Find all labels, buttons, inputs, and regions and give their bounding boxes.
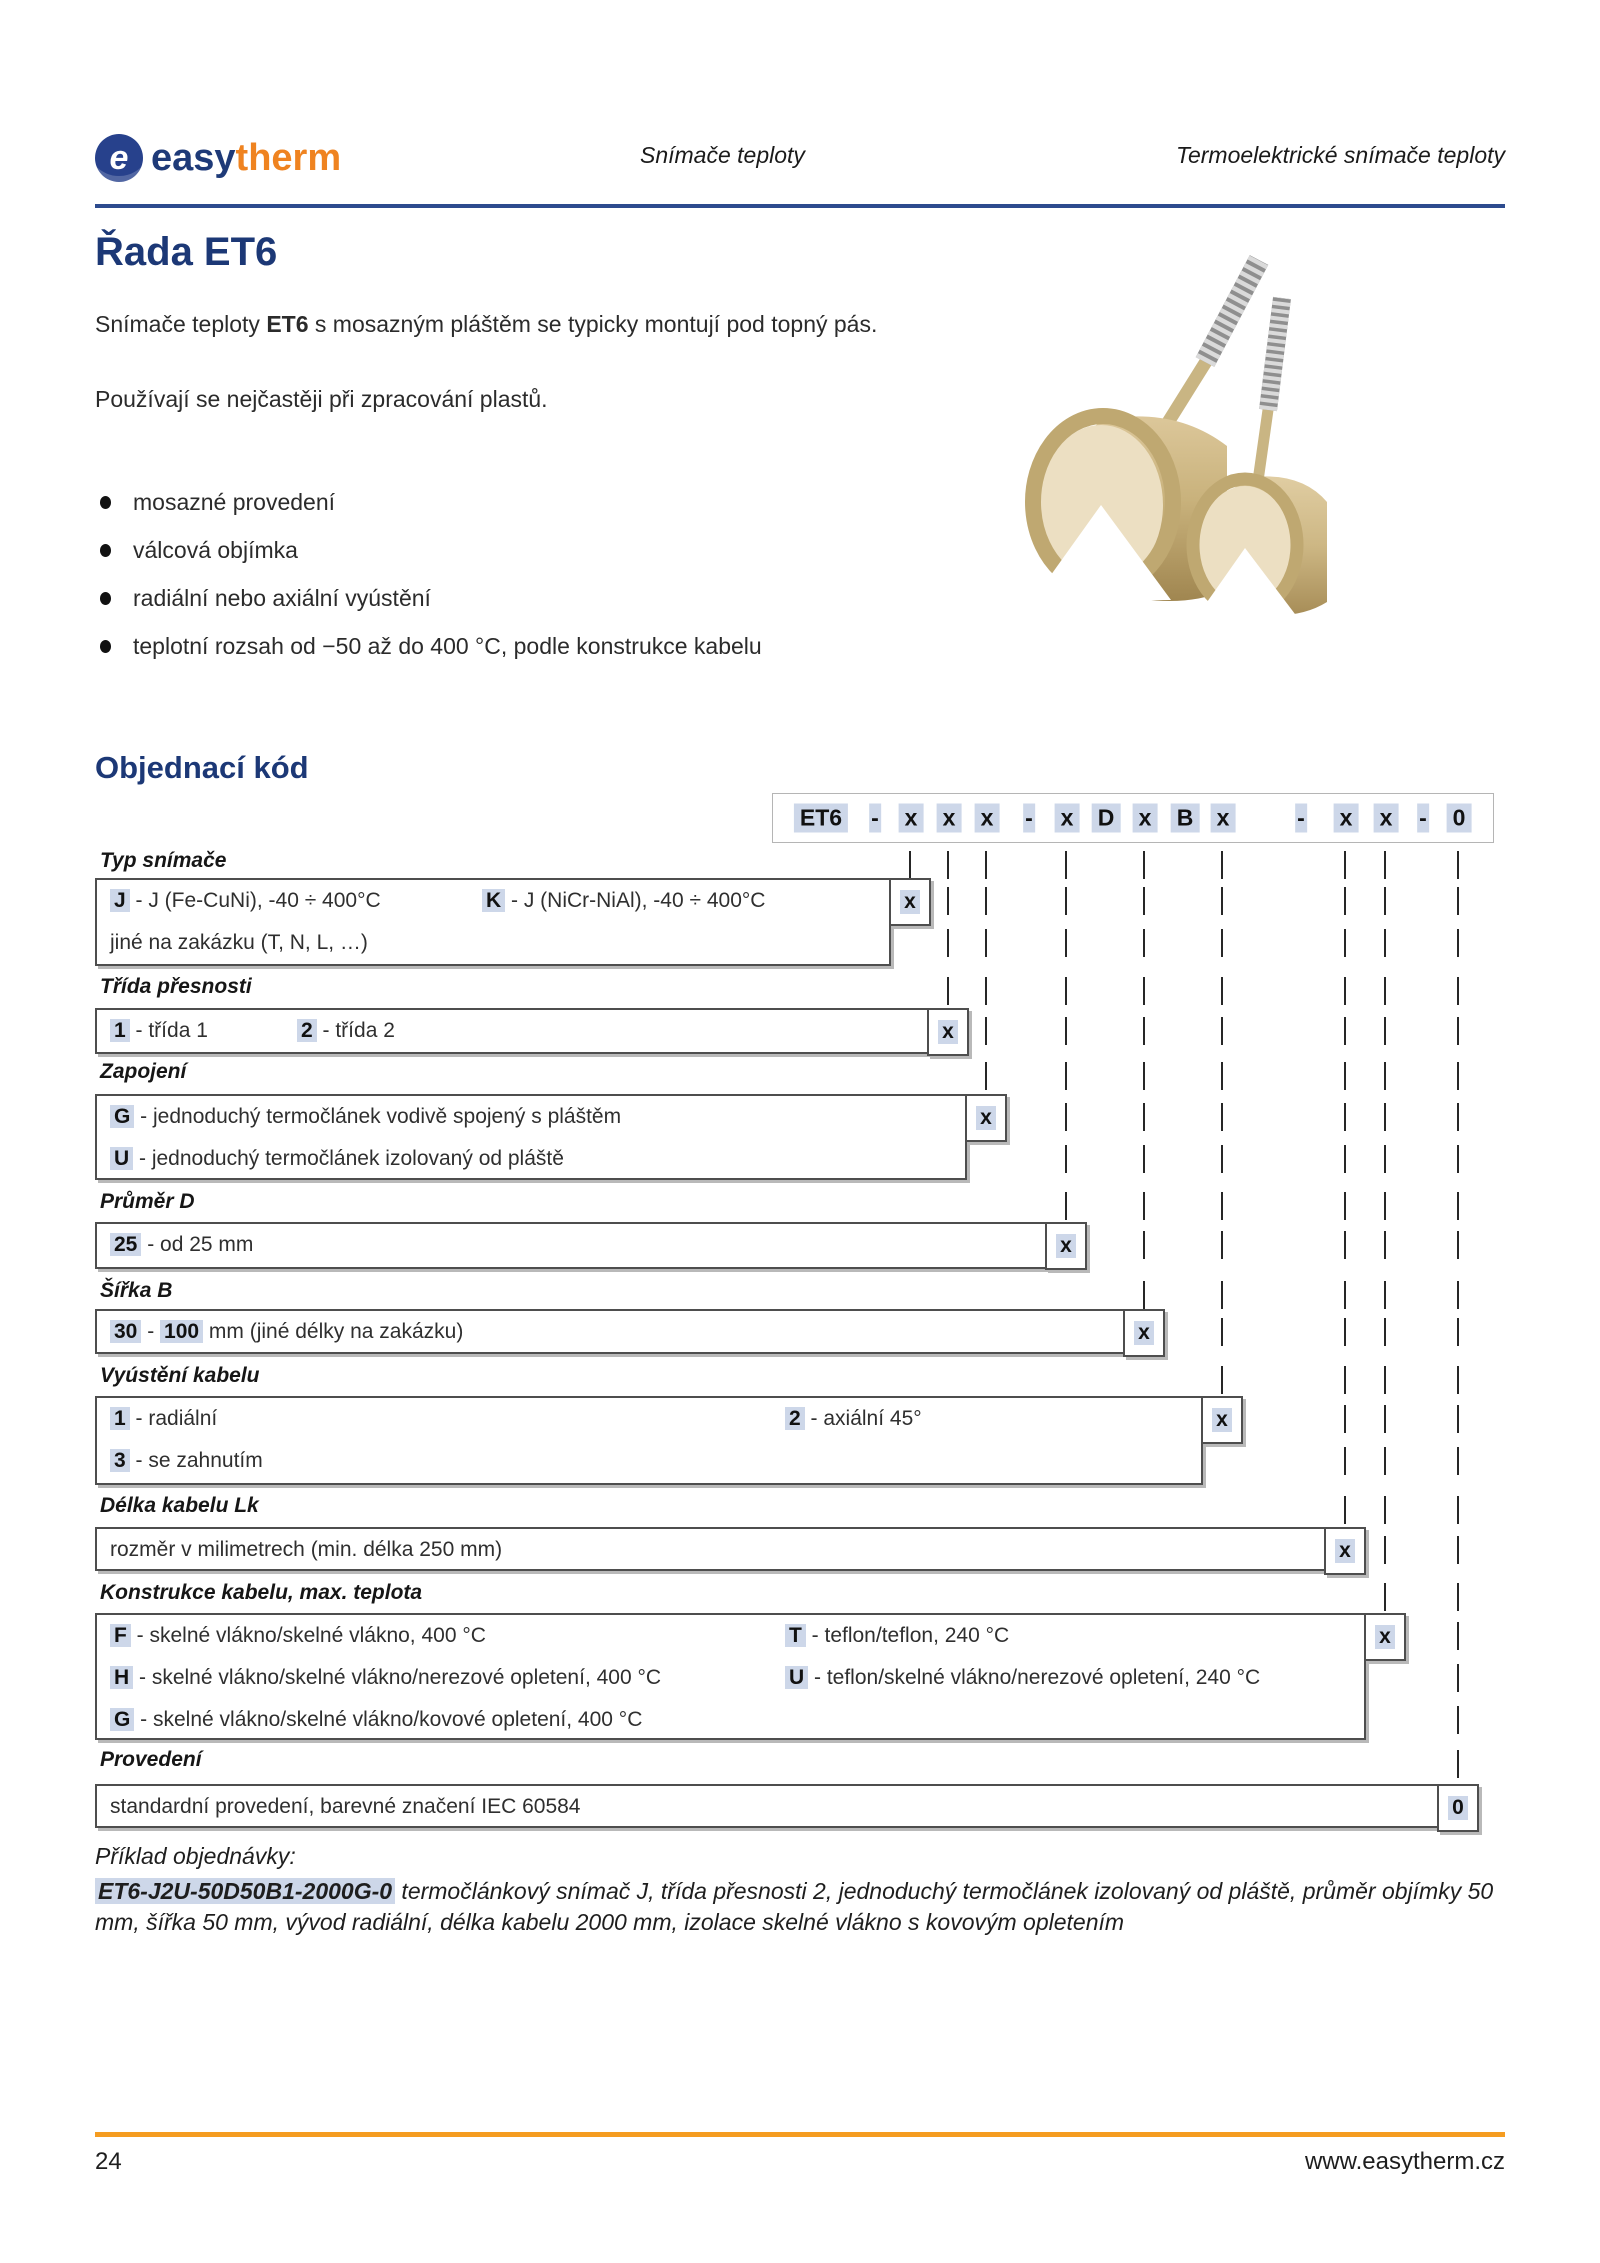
code-slot-value: x <box>976 1106 996 1130</box>
code-position-guide-line <box>1344 1281 1346 1309</box>
code-position-guide-line <box>1457 929 1459 957</box>
code-position-guide-line <box>1143 1062 1145 1090</box>
option <box>110 929 368 957</box>
code-slot-cell <box>927 1008 969 1056</box>
code-token: x <box>975 804 1000 833</box>
code-position-guide-line <box>1457 1231 1459 1259</box>
option-row <box>95 1094 967 1180</box>
code-position-guide-line <box>1221 977 1223 1005</box>
option <box>785 1664 1260 1692</box>
option-text: - jednoduchý termočlánek izolovaný od pláště <box>133 1147 564 1170</box>
option-text: - axiální 45° <box>804 1407 922 1430</box>
code-slot-cell <box>1201 1396 1243 1444</box>
option-text: - skelné vlákno/skelné vlákno/kovové opletení, 400 °C <box>134 1708 643 1731</box>
code-position-guide-line <box>1384 1447 1386 1475</box>
option <box>482 887 765 915</box>
code-position-guide-line <box>1221 1145 1223 1173</box>
option-text: - třída 2 <box>316 1019 395 1042</box>
option-text: standardní provedení, barevné značení IEC 60584 <box>110 1795 581 1818</box>
example-order-code: ET6-J2U-50D50B1-2000G-0 <box>95 1878 395 1904</box>
code-position-guide-line <box>1384 1583 1386 1611</box>
bullet-icon <box>100 640 111 653</box>
page-number: 24 <box>95 2148 122 2175</box>
code-position-guide-line <box>1221 1017 1223 1045</box>
code-position-guide-line <box>1457 1366 1459 1394</box>
code-position-guide-line <box>1457 1017 1459 1045</box>
code-slot-cell <box>1437 1784 1479 1832</box>
product-photo <box>1005 250 1345 665</box>
code-position-guide-line <box>1143 887 1145 915</box>
option-code: J <box>110 889 130 912</box>
logo-text-therm: therm <box>235 136 342 179</box>
list-item <box>100 574 960 622</box>
option <box>785 1622 1009 1650</box>
code-position-guide-line <box>1384 977 1386 1005</box>
option <box>110 1318 463 1346</box>
intro-p1-before: Snímače teploty <box>95 311 267 337</box>
code-slot-value: x <box>900 890 920 914</box>
code-position-guide-line <box>1344 1318 1346 1346</box>
section-title: Zapojení <box>100 1060 187 1083</box>
code-position-guide-line <box>1221 1192 1223 1220</box>
code-position-guide-line <box>1384 887 1386 915</box>
code-position-guide-line <box>1457 977 1459 1005</box>
header-doc-subsection: Termoelektrické snímače teploty <box>1176 142 1505 168</box>
code-position-guide-line <box>1065 977 1067 1005</box>
option-row <box>95 878 891 966</box>
code-position-guide-line <box>1344 1017 1346 1045</box>
option-code: U <box>110 1147 133 1170</box>
code-position-guide-line <box>1344 1103 1346 1131</box>
code-position-guide-line <box>1065 851 1067 879</box>
code-position-guide-line <box>1384 1366 1386 1394</box>
option <box>110 1017 208 1045</box>
code-position-guide-line <box>1221 1062 1223 1090</box>
code-position-guide-line <box>985 887 987 915</box>
code-slot-cell <box>1364 1613 1406 1661</box>
option-code: H <box>110 1666 133 1689</box>
code-position-guide-line <box>947 929 949 957</box>
code-position-guide-line <box>947 887 949 915</box>
code-slot-value: x <box>1375 1625 1395 1649</box>
code-position-guide-line <box>985 1062 987 1090</box>
code-slot-value: x <box>1212 1408 1232 1432</box>
section-title: Konstrukce kabelu, max. teplota <box>100 1581 423 1604</box>
code-position-guide-line <box>1344 1405 1346 1433</box>
code-position-guide-line <box>1457 1145 1459 1173</box>
option-code: G <box>110 1105 134 1128</box>
code-position-guide-line <box>1065 1062 1067 1090</box>
option-text: - se zahnutím <box>129 1449 263 1472</box>
code-position-guide-line <box>1344 1192 1346 1220</box>
option-code: 25 <box>110 1233 141 1256</box>
option-text: rozměr v milimetrech (min. délka 250 mm) <box>110 1538 503 1561</box>
option-row <box>95 1222 1047 1269</box>
code-position-guide-line <box>1457 1103 1459 1131</box>
option-code: 1 <box>110 1407 130 1430</box>
feature-list <box>100 478 960 670</box>
option-code: 1 <box>110 1019 130 1042</box>
code-position-guide-line <box>1384 1103 1386 1131</box>
option-text: - J (NiCr-NiAl), -40 ÷ 400°C <box>505 889 766 912</box>
easytherm-logo <box>95 130 341 186</box>
header-doc-section: Snímače teploty <box>640 142 805 168</box>
option <box>110 1231 253 1259</box>
code-position-guide-line <box>1457 1192 1459 1220</box>
option <box>110 1622 486 1650</box>
code-position-guide-line <box>985 1017 987 1045</box>
option-code: 2 <box>785 1407 805 1430</box>
list-item-label: mosazné provedení <box>133 488 336 515</box>
option <box>110 1664 661 1692</box>
code-position-guide-line <box>909 851 911 879</box>
code-position-guide-line <box>1384 1496 1386 1524</box>
code-position-guide-line <box>1384 1281 1386 1309</box>
code-position-guide-line <box>1221 1318 1223 1346</box>
code-position-guide-line <box>1065 929 1067 957</box>
list-item <box>100 478 960 526</box>
code-position-guide-line <box>1221 929 1223 957</box>
code-token: x <box>1211 804 1236 833</box>
code-position-guide-line <box>1065 1192 1067 1220</box>
option <box>110 1145 564 1173</box>
code-position-guide-line <box>1457 1536 1459 1564</box>
list-item-label: válcová objímka <box>133 536 298 563</box>
option <box>297 1017 395 1045</box>
code-slot-value: x <box>1134 1321 1154 1345</box>
code-position-guide-line <box>1457 851 1459 879</box>
code-position-guide-line <box>1065 1017 1067 1045</box>
order-code-box <box>772 793 1494 843</box>
code-token: x <box>1334 804 1359 833</box>
code-position-guide-line <box>1143 1192 1145 1220</box>
option-code: K <box>482 889 505 912</box>
code-position-guide-line <box>1344 851 1346 879</box>
code-token: x <box>1133 804 1158 833</box>
code-position-guide-line <box>1221 1103 1223 1131</box>
bullet-icon <box>100 544 111 557</box>
footer-rule <box>95 2132 1505 2137</box>
code-position-guide-line <box>1457 887 1459 915</box>
code-position-guide-line <box>1143 1145 1145 1173</box>
code-token: x <box>937 804 962 833</box>
code-slot-cell <box>965 1094 1007 1142</box>
code-position-guide-line <box>1384 1405 1386 1433</box>
option-text: - skelné vlákno/skelné vlákno, 400 °C <box>130 1624 486 1647</box>
option-text: - třída 1 <box>129 1019 208 1042</box>
list-item <box>100 526 960 574</box>
code-token: x <box>1374 804 1399 833</box>
code-slot-cell <box>1045 1222 1087 1270</box>
code-position-guide-line <box>1384 1231 1386 1259</box>
option <box>110 1103 621 1131</box>
code-position-guide-line <box>1221 1366 1223 1394</box>
option-row <box>95 1309 1125 1354</box>
code-position-guide-line <box>1384 851 1386 879</box>
code-position-guide-line <box>1143 1017 1145 1045</box>
intro-p1-bold: ET6 <box>266 311 309 337</box>
option-text: - teflon/teflon, 240 °C <box>805 1624 1010 1647</box>
footer-website: www.easytherm.cz <box>1304 2148 1505 2175</box>
option-text: - <box>141 1320 161 1343</box>
code-slot-value: 0 <box>1448 1796 1468 1820</box>
code-position-guide-line <box>1384 929 1386 957</box>
code-position-guide-line <box>1143 851 1145 879</box>
intro-paragraph-1 <box>95 308 945 340</box>
code-position-guide-line <box>1065 1145 1067 1173</box>
option <box>110 1447 263 1475</box>
option-code: F <box>110 1624 131 1647</box>
option <box>110 1536 502 1564</box>
example-description: termočlánkový snímač J, třída přesnosti 2, jednoduchý termočlánek izolovaný od pláště, průměr objímky 50 mm, šířka 50 mm, vývod radiální, délka kabelu 2000 mm, izolace skelné vlákno s kovovým opletením <box>95 1878 1494 1935</box>
logo-text-easy: easy <box>151 136 236 179</box>
code-separator: - <box>871 804 879 831</box>
code-position-guide-line <box>947 851 949 879</box>
option-row <box>95 1784 1439 1828</box>
code-slot-value: x <box>1335 1539 1355 1563</box>
code-position-guide-line <box>1384 1192 1386 1220</box>
page-title: Řada ET6 <box>95 230 278 274</box>
code-position-guide-line <box>1221 851 1223 879</box>
option-row <box>95 1613 1366 1740</box>
option-row <box>95 1008 929 1054</box>
code-position-guide-line <box>985 977 987 1005</box>
code-position-guide-line <box>1344 1145 1346 1173</box>
code-position-guide-line <box>1065 887 1067 915</box>
section-title: Šířka B <box>100 1279 173 1302</box>
code-position-guide-line <box>1384 1318 1386 1346</box>
code-position-guide-line <box>1457 1496 1459 1524</box>
list-item <box>100 622 960 670</box>
code-position-guide-line <box>1344 1447 1346 1475</box>
code-position-guide-line <box>1143 1103 1145 1131</box>
bullet-icon <box>100 496 111 509</box>
option <box>110 887 381 915</box>
section-title: Typ snímače <box>100 849 227 872</box>
code-token: B <box>1171 804 1200 833</box>
code-position-guide-line <box>985 929 987 957</box>
code-position-guide-line <box>1143 977 1145 1005</box>
option-code: 2 <box>297 1019 317 1042</box>
code-position-guide-line <box>1344 1231 1346 1259</box>
code-position-guide-line <box>1457 1583 1459 1611</box>
option-code: G <box>110 1708 134 1731</box>
header-rule <box>95 204 1505 208</box>
code-token: D <box>1092 804 1121 833</box>
option-text: - jednoduchý termočlánek vodivě spojený s pláštěm <box>134 1105 622 1128</box>
option-code: 100 <box>160 1320 203 1343</box>
code-slot-cell <box>1324 1527 1366 1575</box>
code-position-guide-line <box>1344 1496 1346 1524</box>
code-position-guide-line <box>1457 1706 1459 1734</box>
option-text: - J (Fe-CuNi), -40 ÷ 400°C <box>129 889 381 912</box>
option-row <box>95 1396 1203 1485</box>
option-code: T <box>785 1624 806 1647</box>
code-position-guide-line <box>1457 1062 1459 1090</box>
intro-paragraph-2: Používají se nejčastěji při zpracování plastů. <box>95 386 548 412</box>
code-position-guide-line <box>1384 1062 1386 1090</box>
example-label: Příklad objednávky: <box>95 1843 296 1869</box>
code-position-guide-line <box>1384 1536 1386 1564</box>
code-slot-cell <box>1123 1309 1165 1357</box>
option-code: 30 <box>110 1320 141 1343</box>
code-position-guide-line <box>1457 1318 1459 1346</box>
section-title: Délka kabelu Lk <box>100 1494 259 1517</box>
option-code: U <box>785 1666 808 1689</box>
code-position-guide-line <box>1221 1281 1223 1309</box>
bullet-icon <box>100 592 111 605</box>
code-position-guide-line <box>947 977 949 1005</box>
option <box>785 1405 922 1433</box>
code-slot-cell <box>889 878 931 926</box>
code-position-guide-line <box>1344 977 1346 1005</box>
code-position-guide-line <box>1457 1405 1459 1433</box>
list-item-label: radiální nebo axiální vyústění <box>133 584 431 611</box>
option-text: - od 25 mm <box>141 1233 254 1256</box>
code-position-guide-line <box>1221 1231 1223 1259</box>
option-text: - radiální <box>129 1407 218 1430</box>
code-token: x <box>899 804 924 833</box>
code-position-guide-line <box>1143 1281 1145 1309</box>
code-position-guide-line <box>1221 887 1223 915</box>
code-position-guide-line <box>1065 1103 1067 1131</box>
code-position-guide-line <box>1344 929 1346 957</box>
option <box>110 1793 581 1821</box>
code-position-guide-line <box>1143 1231 1145 1259</box>
code-token: 0 <box>1447 804 1472 833</box>
section-title: Vyústění kabelu <box>100 1364 260 1387</box>
code-position-guide-line <box>1457 1447 1459 1475</box>
code-separator: - <box>1419 804 1427 831</box>
code-position-guide-line <box>1344 1366 1346 1394</box>
easytherm-logo-icon: e <box>95 134 143 182</box>
code-slot-value: x <box>1056 1234 1076 1258</box>
section-title: Provedení <box>100 1748 202 1771</box>
code-position-guide-line <box>1457 1281 1459 1309</box>
code-token: x <box>1055 804 1080 833</box>
option <box>110 1405 217 1433</box>
option-code: 3 <box>110 1449 130 1472</box>
option-text: mm (jiné délky na zakázku) <box>203 1320 464 1343</box>
ordering-code-heading: Objednací kód <box>95 750 309 785</box>
intro-p1-after: s mosazným pláštěm se typicky montují pod topný pás. <box>308 311 878 337</box>
code-position-guide-line <box>1457 1664 1459 1692</box>
code-separator: - <box>1025 804 1033 831</box>
example-text <box>95 1876 1507 1938</box>
section-title: Třída přesnosti <box>100 975 252 998</box>
option-text: jiné na zakázku (T, N, L, …) <box>110 931 368 954</box>
option-text: - skelné vlákno/skelné vlákno/nerezové opletení, 400 °C <box>133 1666 662 1689</box>
code-separator: - <box>1297 804 1305 831</box>
list-item-label: teplotní rozsah od −50 až do 400 °C, podle konstrukce kabelu <box>133 632 762 659</box>
option-text: - teflon/skelné vlákno/nerezové opletení, 240 °C <box>808 1666 1261 1689</box>
code-position-guide-line <box>1384 1145 1386 1173</box>
code-slot-value: x <box>938 1020 958 1044</box>
option <box>110 1706 642 1734</box>
section-title: Průměr D <box>100 1190 195 1213</box>
option-row <box>95 1527 1326 1571</box>
code-position-guide-line <box>985 851 987 879</box>
code-position-guide-line <box>1143 929 1145 957</box>
code-position-guide-line <box>1457 1622 1459 1650</box>
code-position-guide-line <box>1344 887 1346 915</box>
code-position-guide-line <box>1457 1750 1459 1778</box>
code-position-guide-line <box>1384 1017 1386 1045</box>
code-position-guide-line <box>1344 1062 1346 1090</box>
code-token: ET6 <box>794 804 848 833</box>
